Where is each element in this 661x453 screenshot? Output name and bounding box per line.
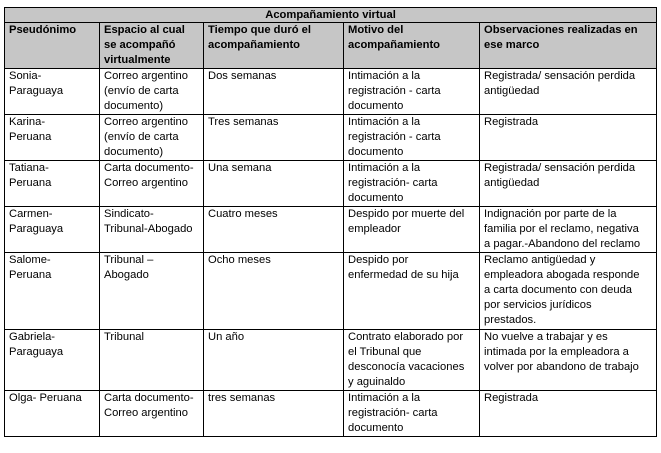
header-tiempo: Tiempo que duró el acompañamiento: [204, 23, 344, 69]
acompanamiento-table-container: [4, 7, 656, 437]
cell-tiempo: Ocho meses: [204, 253, 344, 330]
header-observaciones: Observaciones realizadas en ese marco: [480, 23, 657, 69]
cell-espacio: Tribunal – Abogado: [100, 253, 204, 330]
cell-espacio: Sindicato- Tribunal-Abogado: [100, 207, 204, 253]
cell-observaciones: Indignación por parte de la familia por el reclamo, negativa a pagar.-Abandono del reclamo: [480, 207, 657, 253]
header-espacio: Espacio al cual se acompañó virtualmente: [100, 23, 204, 69]
cell-motivo: Intimación a la registración- carta documento: [344, 161, 480, 207]
cell-observaciones: Registrada/ sensación perdida antigüedad: [480, 69, 657, 115]
cell-motivo: Intimación a la registración - carta documento: [344, 115, 480, 161]
cell-espacio: Carta documento- Correo argentino: [100, 391, 204, 437]
header-motivo: Motivo del acompañamiento: [344, 23, 480, 69]
cell-observaciones: Registrada: [480, 391, 657, 437]
cell-tiempo: Una semana: [204, 161, 344, 207]
table-row: [5, 253, 657, 330]
cell-tiempo: Cuatro meses: [204, 207, 344, 253]
cell-tiempo: tres semanas: [204, 391, 344, 437]
cell-pseudonimo: Olga- Peruana: [5, 391, 100, 437]
header-pseudonimo: Pseudónimo: [5, 23, 100, 69]
cell-pseudonimo: Carmen- Paraguaya: [5, 207, 100, 253]
table-title: Acompañamiento virtual: [5, 8, 657, 23]
cell-observaciones: Reclamo antigüedad y empleadora abogada responde a carta documento con deuda por servicios jurídicos prestados.: [480, 253, 657, 330]
cell-observaciones: Registrada/ sensación perdida antigüedad: [480, 161, 657, 207]
cell-motivo: Despido por enfermedad de su hija: [344, 253, 480, 330]
cell-pseudonimo: Tatiana- Peruana: [5, 161, 100, 207]
cell-observaciones: Registrada: [480, 115, 657, 161]
cell-tiempo: Tres semanas: [204, 115, 344, 161]
cell-espacio: Correo argentino (envío de carta documento): [100, 69, 204, 115]
table-row: [5, 115, 657, 161]
cell-espacio: Carta documento- Correo argentino: [100, 161, 204, 207]
cell-motivo: Contrato elaborado por el Tribunal que desconocía vacaciones y aguinaldo: [344, 330, 480, 391]
table-row: [5, 391, 657, 437]
cell-espacio: Tribunal: [100, 330, 204, 391]
cell-motivo: Despido por muerte del empleador: [344, 207, 480, 253]
cell-pseudonimo: Salome- Peruana: [5, 253, 100, 330]
cell-pseudonimo: Sonia- Paraguaya: [5, 69, 100, 115]
acompanamiento-table: [4, 7, 657, 437]
cell-motivo: Intimación a la registración- carta documento: [344, 391, 480, 437]
cell-pseudonimo: Gabriela- Paraguaya: [5, 330, 100, 391]
cell-motivo: Intimación a la registración - carta documento: [344, 69, 480, 115]
table-row: [5, 207, 657, 253]
cell-tiempo: Dos semanas: [204, 69, 344, 115]
cell-pseudonimo: Karina- Peruana: [5, 115, 100, 161]
cell-espacio: Correo argentino (envío de carta documento): [100, 115, 204, 161]
cell-tiempo: Un año: [204, 330, 344, 391]
table-row: [5, 161, 657, 207]
cell-observaciones: No vuelve a trabajar y es intimada por la empleadora a volver por abandono de trabajo: [480, 330, 657, 391]
table-row: [5, 69, 657, 115]
table-row: [5, 330, 657, 391]
